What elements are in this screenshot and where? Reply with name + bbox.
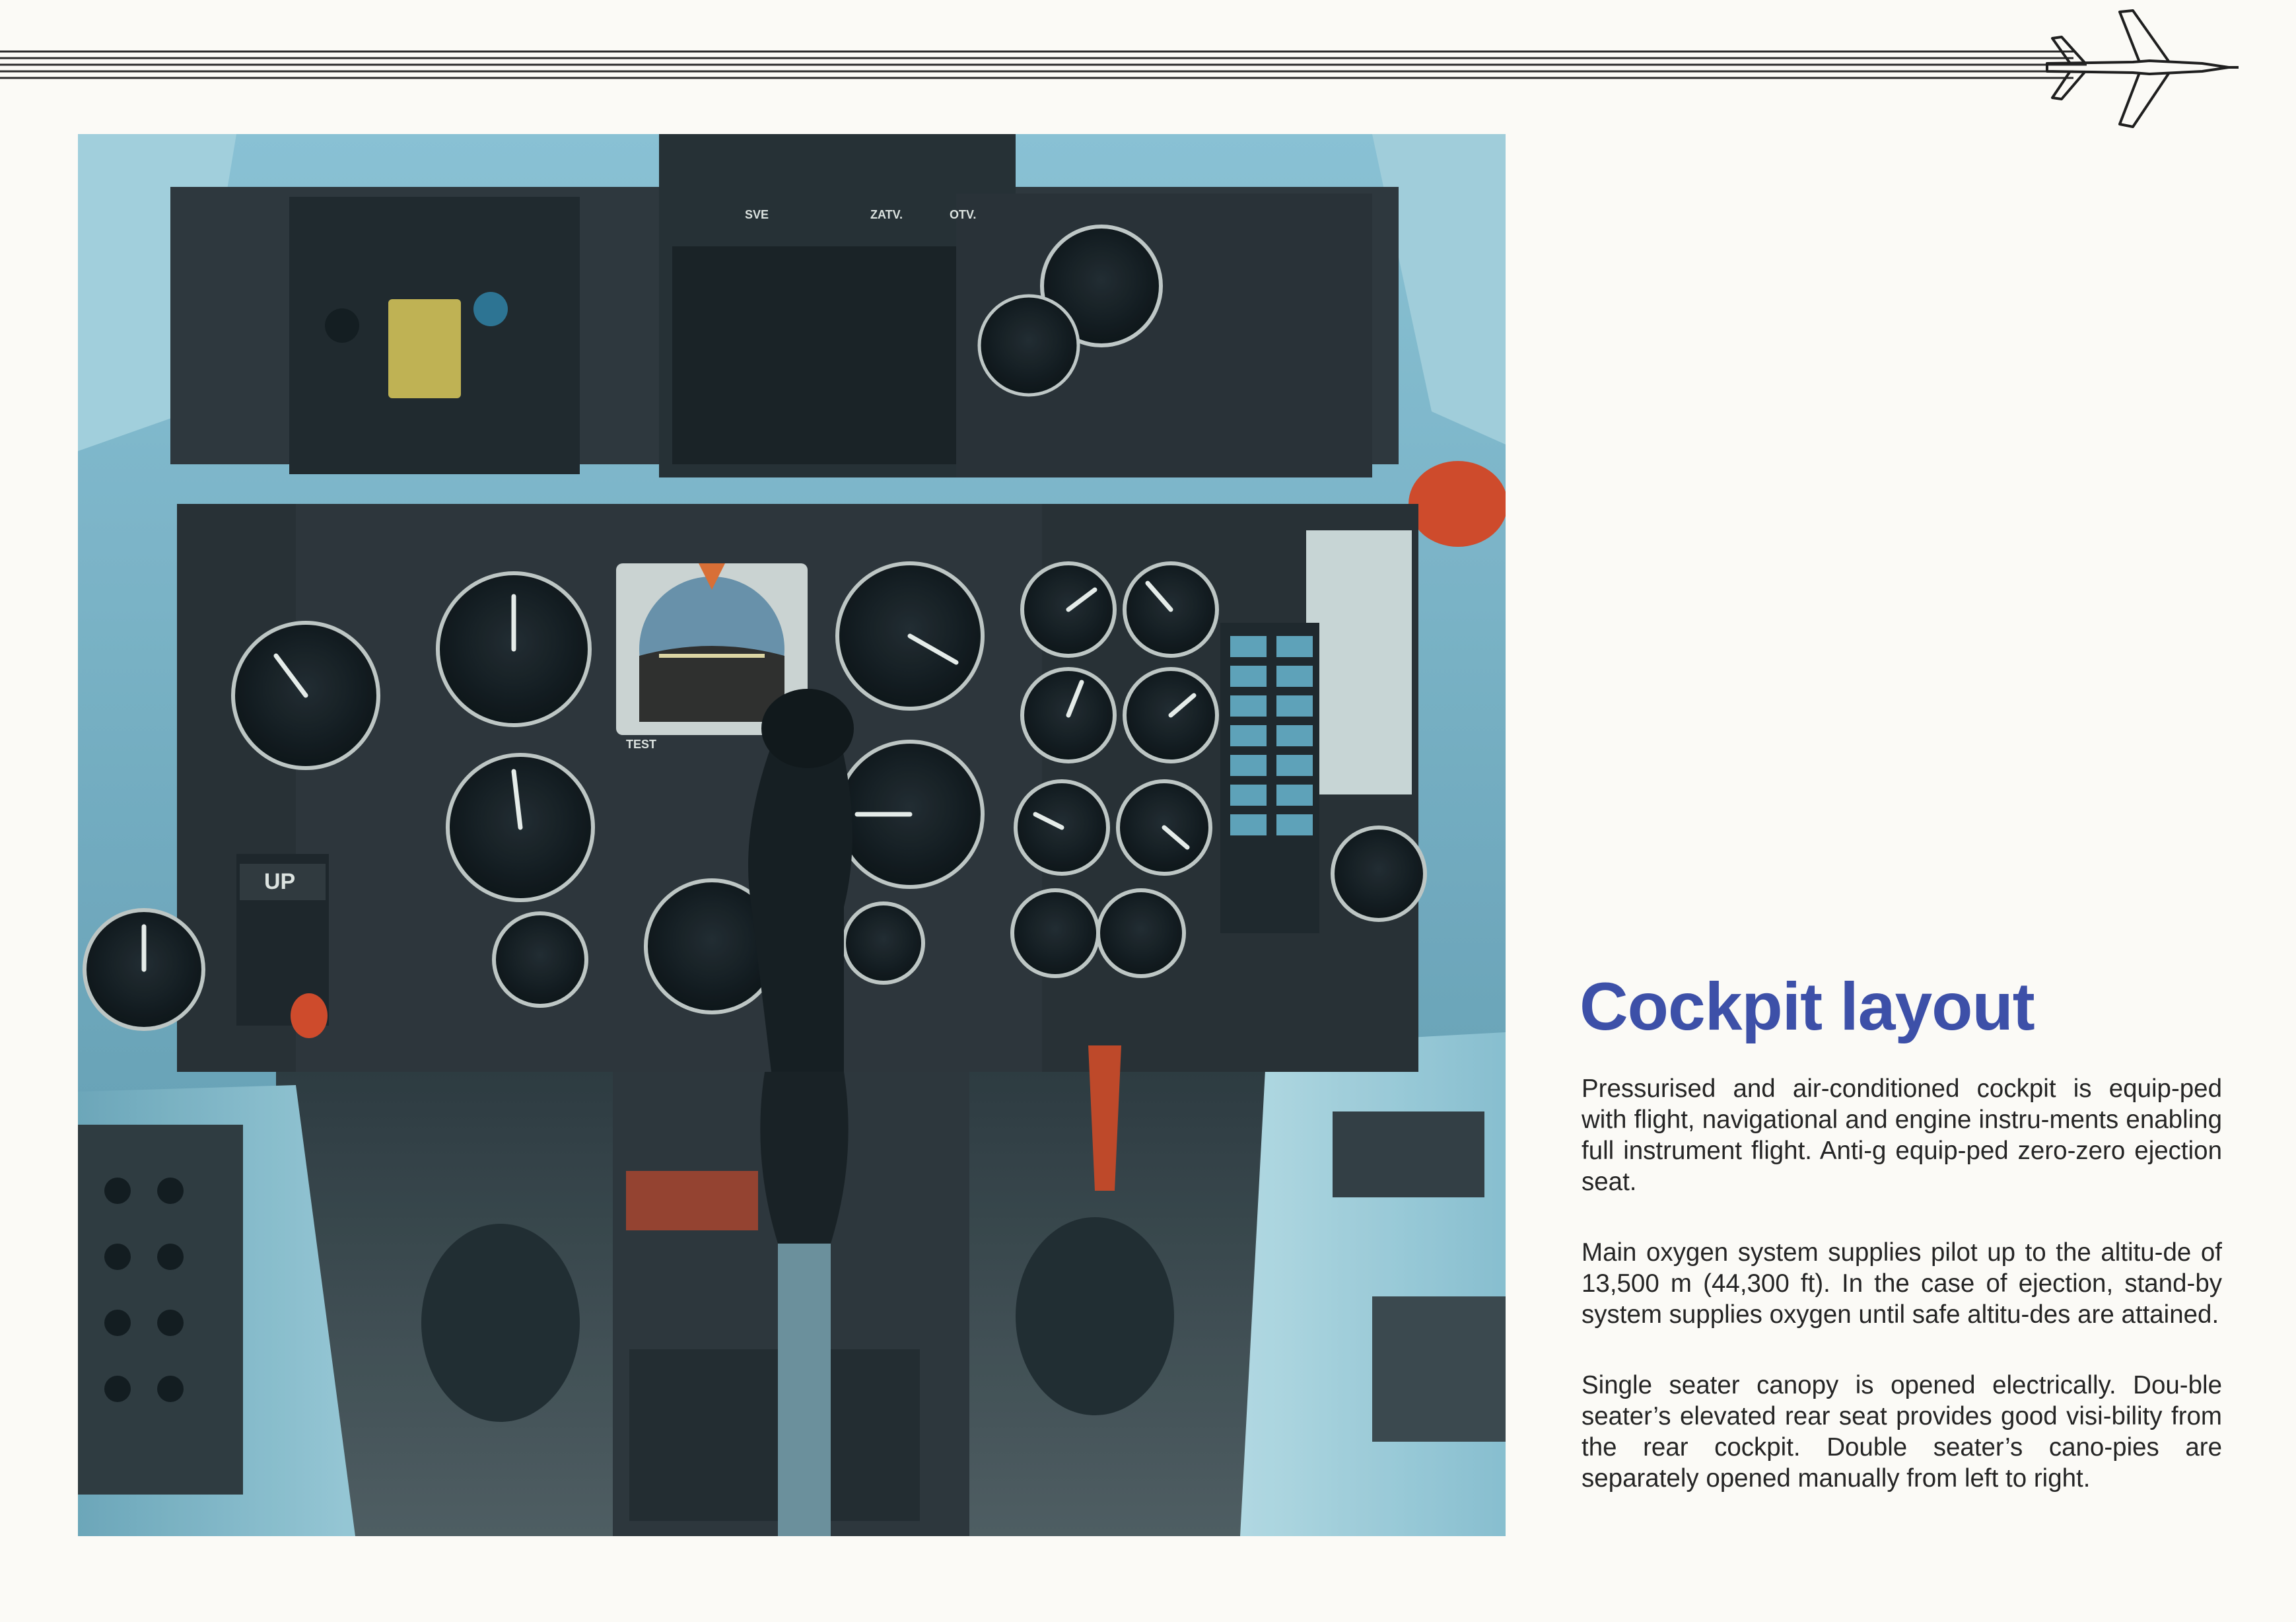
panel-label-zatv: ZATV. <box>870 208 903 221</box>
panel-label-up: UP <box>264 869 296 894</box>
header-rule <box>0 46 2296 86</box>
panel-label-test: TEST <box>626 738 657 751</box>
body-copy <box>1582 1073 2222 1534</box>
paragraph-oxygen: Main oxygen system supplies pilot up to the altitu-de of 13,500 m (44,300 ft). In the case of ejection, stand-by system supplies oxygen until safe altitu-des are attained. <box>1582 1238 2222 1329</box>
aircraft-silhouette-icon <box>2034 5 2239 137</box>
panel-label-otv: OTV. <box>950 208 977 221</box>
paragraph-cockpit: Pressurised and air-conditioned cockpit is equip-ped with flight, navigational and engine instru-ments enabling full instrument flight. Anti-g equip-ped zero-zero ejection seat. <box>1582 1075 2222 1196</box>
page-title: Cockpit layout <box>1580 969 2035 1044</box>
paragraph-canopy: Single seater canopy is opened electrically. Dou-ble seater’s elevated rear seat provides good visi-bility from the rear cockpit. Double seater’s cano-pies are separately opened manually from left to right. <box>1582 1371 2222 1493</box>
cockpit-photo <box>78 134 1506 1536</box>
panel-label-sve: SVE <box>745 208 769 221</box>
